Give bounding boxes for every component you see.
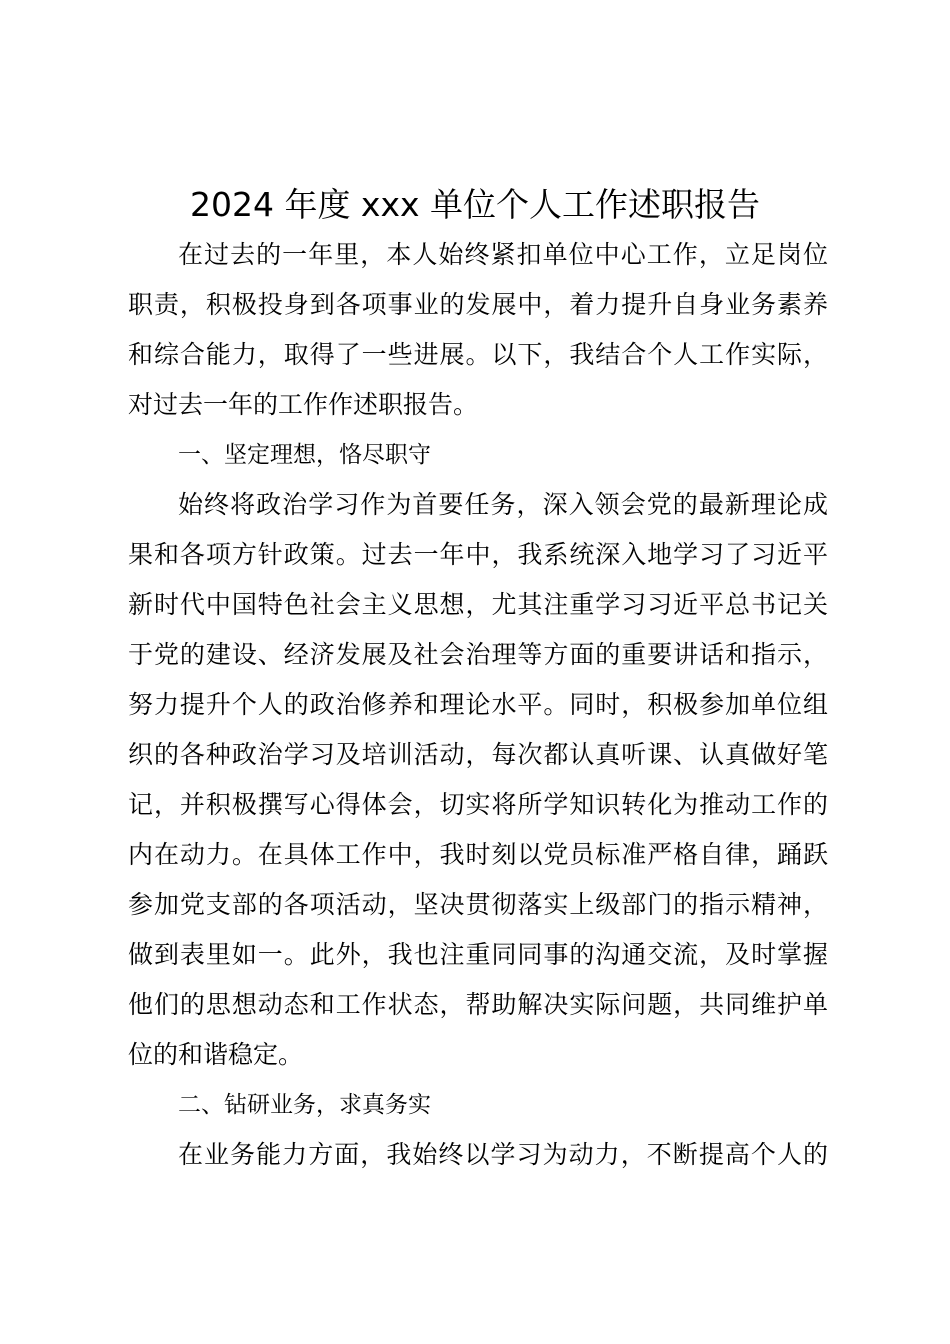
paragraph-line: 记，并积极撰写心得体会，切实将所学知识转化为推动工作的	[128, 790, 828, 819]
paragraph-line: 在过去的一年里，本人始终紧扣单位中心工作，立足岗位	[178, 240, 828, 269]
paragraph-line: 职责，积极投身到各项事业的发展中，着力提升自身业务素养	[128, 290, 828, 319]
paragraph-line: 位的和谐稳定。	[128, 1040, 304, 1069]
paragraph-line: 他们的思想动态和工作状态，帮助解决实际问题，共同维护单	[128, 990, 828, 1019]
paragraph-line: 对过去一年的工作作述职报告。	[128, 390, 479, 419]
paragraph-line: 内在动力。在具体工作中，我时刻以党员标准严格自律，踊跃	[128, 840, 828, 869]
paragraph-line: 做到表里如一。此外，我也注重同同事的沟通交流，及时掌握	[128, 940, 828, 969]
paragraph-line: 努力提升个人的政治修养和理论水平。同时，积极参加单位组	[128, 690, 828, 719]
paragraph-line: 始终将政治学习作为首要任务，深入领会党的最新理论成	[178, 490, 828, 519]
section-heading: 一、坚定理想，恪尽职守	[178, 442, 431, 468]
section-heading: 二、钻研业务，求真务实	[178, 1092, 431, 1118]
paragraph-line: 织的各种政治学习及培训活动，每次都认真听课、认真做好笔	[128, 740, 828, 769]
paragraph-line: 参加党支部的各项活动，坚决贯彻落实上级部门的指示精神，	[128, 890, 828, 919]
paragraph-line: 果和各项方针政策。过去一年中，我系统深入地学习了习近平	[128, 540, 828, 569]
document-title: 2024 年度 xxx 单位个人工作述职报告	[189, 185, 761, 224]
paragraph-line: 在业务能力方面，我始终以学习为动力，不断提高个人的	[178, 1140, 828, 1169]
paragraph-line: 新时代中国特色社会主义思想，尤其注重学习习近平总书记关	[128, 590, 828, 619]
paragraph-line: 和综合能力，取得了一些进展。以下，我结合个人工作实际，	[128, 340, 828, 369]
paragraph-line: 于党的建设、经济发展及社会治理等方面的重要讲话和指示，	[128, 640, 828, 669]
